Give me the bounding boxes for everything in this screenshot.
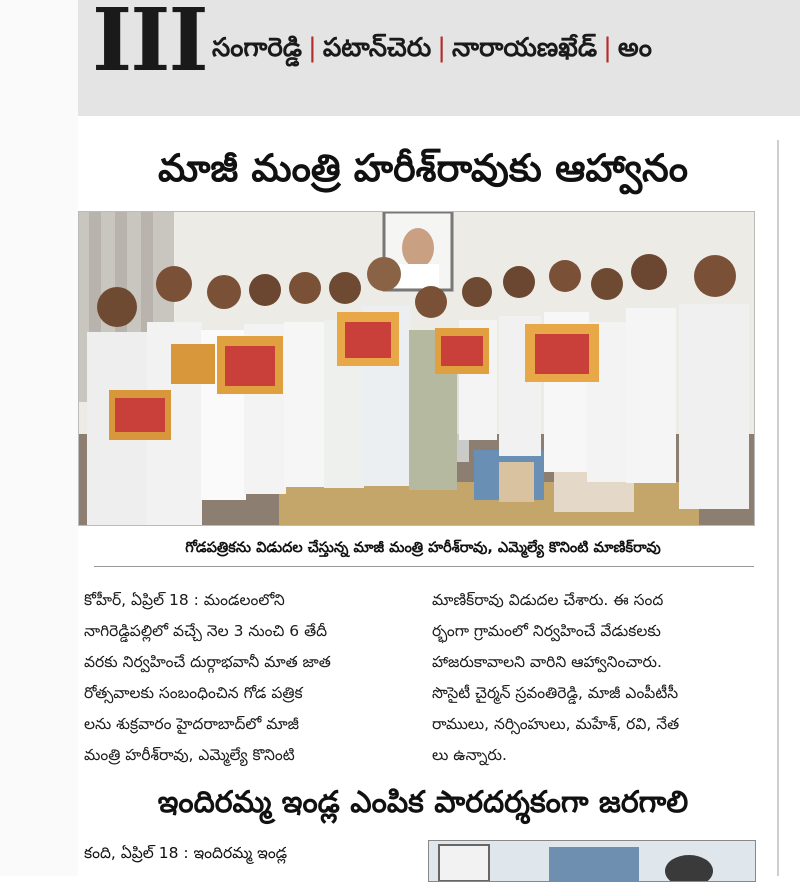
body-line: సొసైటీ చైర్మన్ స్రవంతిరెడ్డి, మాజీ ఎంపీటీసీ <box>432 684 679 702</box>
district-list <box>212 30 652 66</box>
district-name: పటాన్‌చెరు <box>322 33 432 63</box>
district-name: నారాయణఖేడ్ <box>451 33 598 63</box>
body-line: లు ఉన్నారు. <box>432 746 507 764</box>
district-name: సంగారెడ్డి <box>212 33 303 63</box>
separator: | <box>308 33 317 63</box>
body-line: లను శుక్రవారం హైదరాబాద్‌లో మాజీ <box>84 715 299 733</box>
body-line: రాములు, నర్సింహులు, మహేశ్, రవి, నేత <box>432 715 680 733</box>
body-line: మాణిక్‌రావు విడుదల చేశారు. ఈ సంద <box>432 591 664 609</box>
body-line: ర్భంగా గ్రామంలో నిర్వహించే వేడుకలకు <box>432 622 661 640</box>
body-line: వరకు నిర్వహించే దుర్గాభవానీ మాత జాత <box>84 653 331 671</box>
page-number: III <box>92 0 207 91</box>
article-headline: మాజీ మంత్రి హరీశ్‌రావుకు ఆహ్వానం <box>157 146 688 190</box>
body-line: కంది, ఏప్రిల్ 18 : ఇందిరమ్మ ఇండ్ల <box>84 844 288 862</box>
article-headline-2: ఇందిరమ్మ ఇండ్ల ఎంపిక పారదర్శకంగా జరగాలి <box>157 785 689 820</box>
body-line: మంత్రి హరీశ్‌రావు, ఎమ్మెల్యే కొనింటి <box>84 746 295 764</box>
body-line: హాజరుకావాలని వారిని ఆహ్వానించారు. <box>432 653 662 671</box>
section-header <box>78 0 800 116</box>
body-line: కోహీర్, ఏప్రిల్ 18 : మండలంలోని <box>84 591 285 609</box>
photo-caption: గోడపత్రికను విడుదల చేస్తున్న మాజీ మంత్రి హరీశ్‌రావు, ఎమ్మెల్యే కొనింటి మాణిక్‌రావు <box>185 540 661 556</box>
body-line: నాగిరెడ్డిపల్లిలో వచ్చే నెల 3 నుంచి 6 తేదీ <box>84 622 328 640</box>
body-line: రోత్సవాలకు సంబంధించిన గోడ పత్రిక <box>84 684 303 702</box>
column-rule <box>777 140 779 876</box>
separator: | <box>603 33 612 63</box>
article-body-right <box>432 585 762 771</box>
district-name: అం <box>617 33 652 63</box>
article2-body <box>84 838 414 869</box>
article-body-left <box>84 585 414 771</box>
separator: | <box>437 33 446 63</box>
page-margin <box>0 0 78 876</box>
caption-divider <box>94 566 754 567</box>
news-photo <box>78 211 755 526</box>
